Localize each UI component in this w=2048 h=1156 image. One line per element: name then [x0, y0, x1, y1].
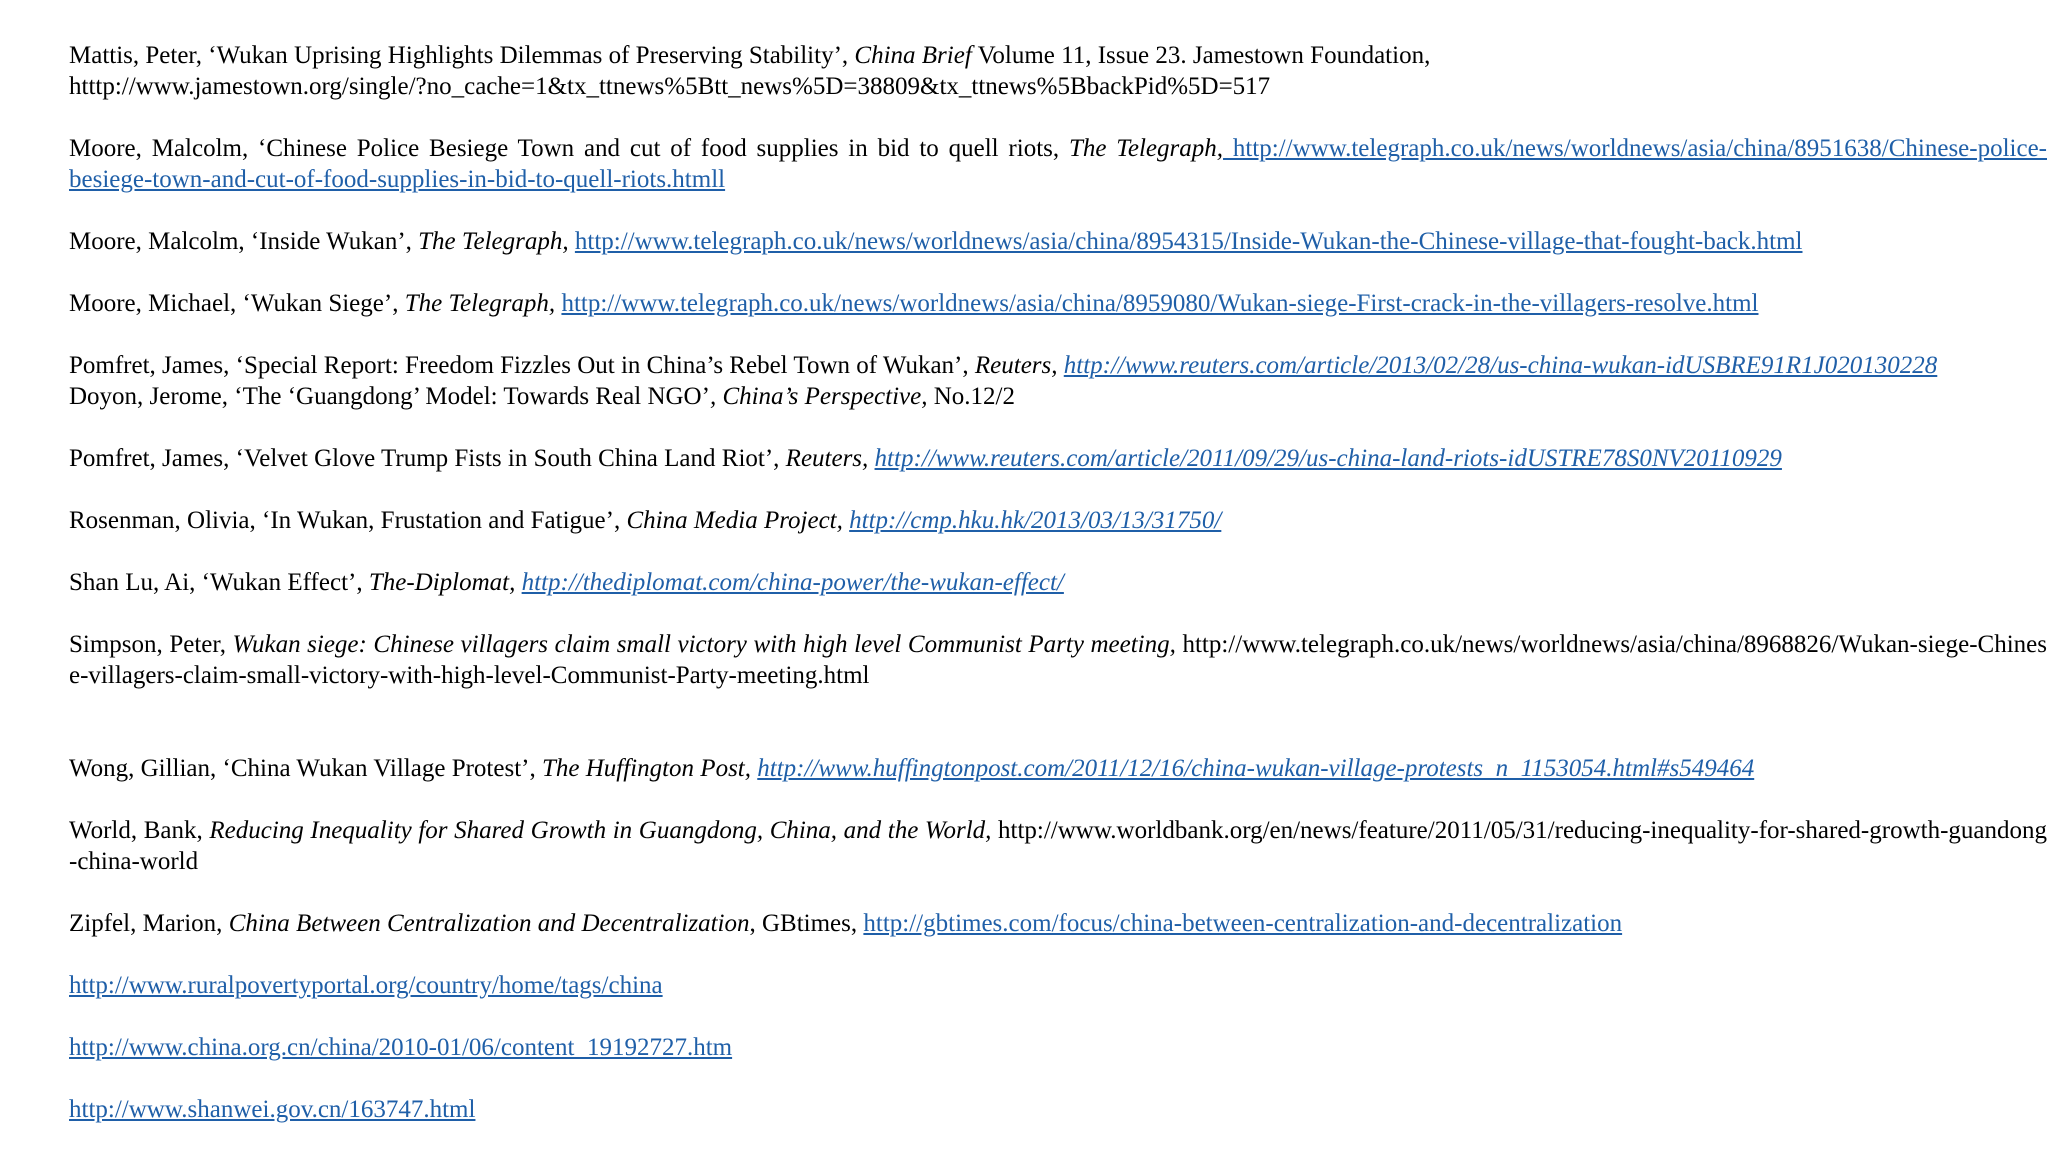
reference-tail: , GBtimes,	[749, 910, 864, 937]
reference-shanwei	[69, 1094, 2047, 1125]
reference-lead: Moore, Michael, ‘Wukan Siege’,	[69, 290, 405, 317]
reference-rosenman	[69, 505, 2047, 536]
reference-source: The Telegraph,	[404, 290, 556, 317]
reference-mattis	[69, 40, 2047, 102]
reference-lead: Wong, Gillian, ‘China Wukan Village Protest’,	[69, 755, 542, 782]
reference-source: The Huffington Post,	[541, 755, 752, 782]
reference-source: Reuters,	[974, 352, 1058, 379]
reference-zipfel	[69, 908, 2047, 939]
reference-url-text: htttp://www.jamestown.org/single/?no_cache=1&tx_ttnews%5Btt_news%5D=38809&tx_ttnews%5BbackPid%5D=517	[69, 73, 1271, 100]
reference-url-text: http://www.worldbank.org/en/news/feature/2011/05/31/reducing-inequality-for-shared-growth-guandong-china-world	[69, 817, 2047, 875]
reference-lead: Doyon, Jerome, ‘The ‘Guangdong’ Model: Towards Real NGO’	[69, 383, 710, 410]
reference-link[interactable]: http://www.shanwei.gov.cn/163747.html	[69, 1096, 476, 1123]
reference-list	[69, 40, 2047, 1156]
reference-lead: Pomfret, James, ‘Special Report: Freedom Fizzles Out in China’s Rebel Town of Wukan’,	[69, 352, 975, 379]
reference-lead: Zipfel, Marion,	[69, 910, 229, 937]
reference-link[interactable]: http://www.ruralpovertyportal.org/country/home/tags/china	[69, 972, 663, 999]
reference-china-org	[69, 1032, 2047, 1063]
reference-simpson	[69, 629, 2047, 691]
reference-moore-malcolm-2	[69, 226, 2047, 257]
reference-source: China Between Centralization and Decentralization	[228, 910, 750, 937]
reference-wong	[69, 753, 2047, 784]
reference-moore-michael	[69, 288, 2047, 319]
reference-tail: No.12/2	[927, 383, 1015, 410]
reference-source: China Media Project,	[626, 507, 843, 534]
reference-link[interactable]: http://www.telegraph.co.uk/news/worldnews/asia/china/8951638/Chinese-police-besiege-town-and-cut-of-food-supplies-in-bid-to-quell-riots.htmll	[69, 135, 2047, 193]
reference-source: , China’s Perspective,	[709, 383, 928, 410]
reference-lead: Shan Lu, Ai, ‘Wukan Effect’,	[69, 569, 369, 596]
reference-source: The-Diplomat,	[368, 569, 516, 596]
reference-pomfret-1	[69, 350, 2047, 381]
reference-link[interactable]: http://www.reuters.com/article/2011/09/29/us-china-land-riots-idUSTRE78S0NV20110929	[874, 445, 1782, 472]
reference-moore-malcolm-1	[69, 133, 2047, 195]
reference-lead: Rosenman, Olivia, ‘In Wukan, Frustation and Fatigue’,	[69, 507, 627, 534]
reference-lead: Simpson, Peter,	[69, 631, 233, 658]
reference-link[interactable]: http://gbtimes.com/focus/china-between-centralization-and-decentralization	[863, 910, 1623, 937]
reference-source: The Telegraph,	[418, 228, 569, 255]
reference-world-bank	[69, 815, 2047, 877]
reference-lead: World, Bank,	[69, 817, 210, 844]
reference-source: Wukan siege: Chinese villagers claim small victory with high level Communist Party meeting,	[232, 631, 1176, 658]
reference-link[interactable]: http://cmp.hku.hk/2013/03/13/31750/	[849, 507, 1222, 534]
reference-source: The Telegraph,	[1068, 135, 1224, 162]
reference-link[interactable]: http://www.huffingtonpost.com/2011/12/16/china-wukan-village-protests_n_1153054.html#s549464	[757, 755, 1755, 782]
reference-shan-lu	[69, 567, 2047, 598]
reference-url-text: http://www.telegraph.co.uk/news/worldnews/asia/china/8968826/Wukan-siege-Chinese-villagers-claim-small-victory-with-high-level-Communist-Party-meeting.html	[69, 631, 2048, 689]
reference-lead: Moore, Malcolm, ‘Chinese Police Besiege Town and cut of food supplies in bid to quell riots,	[69, 135, 1069, 162]
reference-source: Reducing Inequality for Shared Growth in Guangdong, China, and the World,	[209, 817, 992, 844]
reference-lead: Pomfret, James, ‘Velvet Glove Trump Fists in South China Land Riot’,	[69, 445, 786, 472]
reference-link[interactable]: http://www.china.org.cn/china/2010-01/06/content_19192727.htm	[69, 1034, 733, 1061]
reference-lead: Mattis, Peter, ‘Wukan Uprising Highlights Dilemmas of Preserving Stability’,	[69, 42, 855, 69]
reference-source: Reuters,	[785, 445, 869, 472]
reference-link[interactable]: http://thediplomat.com/china-power/the-wukan-effect/	[521, 569, 1064, 596]
reference-tail: Volume 11, Issue 23. Jamestown Foundation,	[971, 42, 1431, 69]
reference-pomfret-2	[69, 443, 2047, 474]
reference-link[interactable]: http://www.reuters.com/article/2013/02/28/us-china-wukan-idUSBRE91R1J020130228	[1063, 352, 1938, 379]
reference-doyon	[69, 381, 2047, 412]
reference-source: China Brief	[854, 42, 972, 69]
reference-lead: Moore, Malcolm, ‘Inside Wukan’,	[69, 228, 419, 255]
reference-ifad	[69, 970, 2047, 1001]
reference-link[interactable]: http://www.telegraph.co.uk/news/worldnews/asia/china/8959080/Wukan-siege-First-crack-in-the-villagers-resolve.html	[561, 290, 1759, 317]
reference-link[interactable]: http://www.telegraph.co.uk/news/worldnews/asia/china/8954315/Inside-Wukan-the-Chinese-village-that-fought-back.html	[574, 228, 1803, 255]
